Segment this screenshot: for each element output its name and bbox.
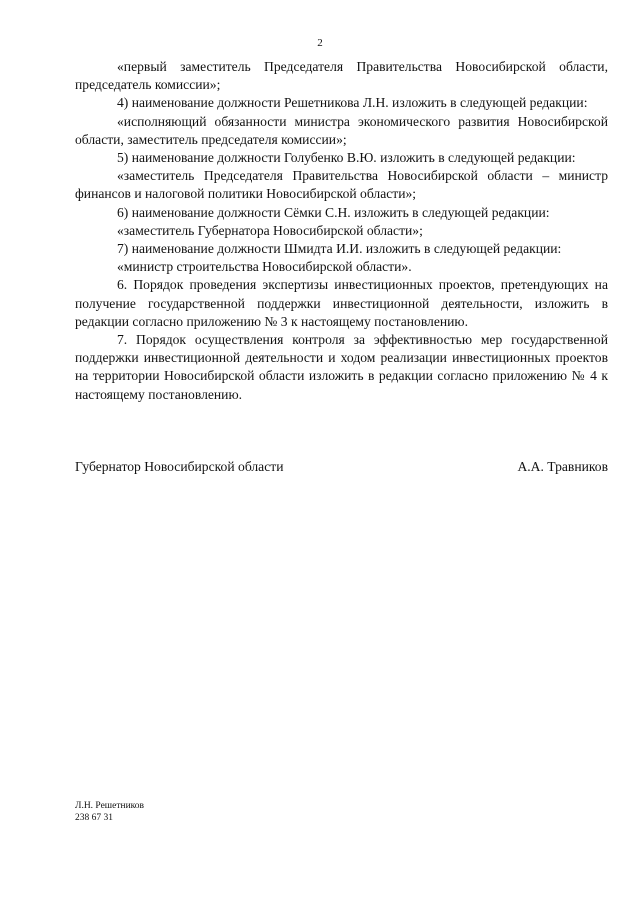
executor-name: Л.Н. Решетников [75, 801, 145, 811]
signatory-position: Губернатор Новосибирской области [75, 459, 284, 474]
paragraph: 4) наименование должности Решетникова Л.Н. изложить в следующей редакции: [117, 95, 588, 111]
paragraph: «заместитель Председателя Правительства Новосибирской области – министр финансов и налоговой политики Новосибирской области»; [75, 168, 608, 202]
paragraph: «министр строительства Новосибирской области». [117, 259, 412, 275]
paragraph: 6. Порядок проведения экспертизы инвестиционных проектов, претендующих на получение государственной поддержки инвестиционной деятельности, изложить в редакции согласно приложению № 3 к настоящему постановлению. [75, 277, 608, 329]
executor-phone: 238 67 31 [75, 813, 113, 823]
paragraph: «первый заместитель Председателя Правительства Новосибирской области, председатель комиссии»; [75, 59, 608, 93]
executor-block [75, 800, 144, 824]
page-number: 2 [317, 37, 323, 49]
document-body [75, 58, 608, 404]
paragraph: 5) наименование должности Голубенко В.Ю. изложить в следующей редакции: [117, 150, 576, 166]
paragraph: 7. Порядок осуществления контроля за эффективностью мер государственной поддержки инвестиционной деятельности и ходом реализации инвестиционных проектов на территории Новосибирской области изложить в редакции согласно приложению № 4 к настоящему постановлению. [75, 332, 608, 402]
paragraph: «заместитель Губернатора Новосибирской области»; [117, 222, 423, 238]
paragraph: 7) наименование должности Шмидта И.И. изложить в следующей редакции: [117, 241, 562, 257]
paragraph: «исполняющий обязанности министра экономического развития Новосибирской области, заместитель председателя комиссии»; [75, 113, 608, 147]
paragraph: 6) наименование должности Сёмки С.Н. изложить в следующей редакции: [117, 204, 550, 220]
signatory-name: А.А. Травников [517, 459, 608, 474]
